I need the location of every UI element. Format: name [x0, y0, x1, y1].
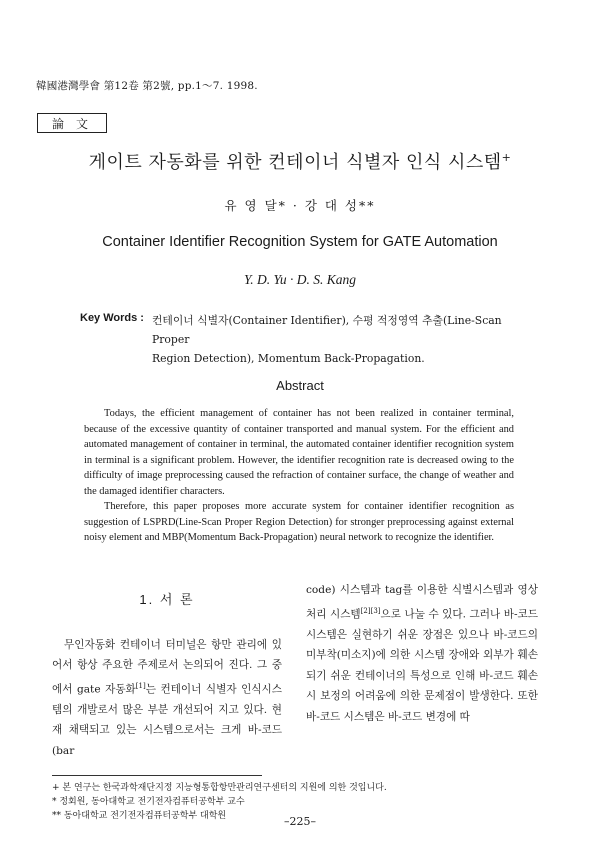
journal-citation: 韓國港灣學會 第12卷 第2號, pp.1～7. 1998. — [36, 80, 258, 92]
abstract-heading: Abstract — [276, 378, 324, 393]
abstract-body — [84, 406, 514, 546]
footnote-author-1: * 정회원, 동아대학교 전기전자컴퓨터공학부 교수 — [52, 797, 245, 807]
keywords-label: Key Words : — [80, 312, 144, 324]
title-footnote-mark: + — [501, 151, 512, 164]
korean-title — [0, 148, 600, 174]
keywords-text — [152, 311, 522, 368]
citation-ref-2-3: [2][3] — [360, 606, 381, 615]
abstract-paragraph-2: Therefore, this paper proposes more accurate system for container identifier recognition as suggestion of LSPRD(Line-Scan Proper Region Detection) for stronger preprocessing against external noisy element and MBP(Momentum Back-Propagation) neural network to recognize the identifier. — [84, 501, 514, 543]
english-title: Container Identifier Recognition System for GATE Automation — [102, 234, 498, 250]
section-heading-introduction: 1. 서 론 — [139, 592, 195, 607]
intro-text-b: 는 컨테이너 식별자 인식시스템의 개발로서 많은 부분 개선되어 지고 있다. 현재 채택되고 있는 시스템으로서는 크게 바-코드(bar — [52, 683, 283, 757]
intro-text-a: 무인자동화 컨테이너 터미널은 항만 관리에 있어서 항상 주요한 주제로서 논의되어 진다. 그 중에서 gate 자동화 — [52, 638, 282, 696]
citation-ref-1: [1] — [135, 681, 146, 690]
intro-continuation — [306, 580, 538, 727]
article-type-badge: 論文 — [37, 113, 107, 133]
abstract-paragraph-1: Todays, the efficient management of container has not been realized in container terminal, because of the excessive quantity of container transported and manual system. For the efficient and automated management of container in terminal, the automated container identifier recognition system in terminal is a significant problem. However, the identifier recognition rate is decreased owing to the difficulty of image preprocessing caused the refraction of container surface, the change of weather and the damaged identifier characters. — [84, 408, 514, 497]
right-text-a: code) 시스템과 tag를 이용한 식별시스템과 영상처리 시스템 — [306, 584, 538, 621]
footnote-divider — [52, 775, 262, 776]
right-text-b: 으로 나눌 수 있다. 그러나 바-코드 시스템은 실현하기 쉬운 장점은 있으나 바-코드의 미부착(미소지)에 의한 시스템 장애와 외부가 훼손되기 쉬운 컨테이너의 특성으로 인해 바-코드 훼손시 보정의 어려움에 의한 문제점이 발생한다. 또한 바-코드 시스템은 바-코드 변경에 따 — [306, 608, 538, 723]
english-authors: Y. D. Yu · D. S. Kang — [244, 272, 356, 287]
korean-title-text: 게이트 자동화를 위한 컨테이너 식별자 인식 시스템 — [88, 152, 502, 173]
intro-paragraph — [52, 635, 282, 762]
keywords-line-2: Region Detection), Momentum Back-Propagation. — [152, 352, 425, 365]
footnote-author-2: ** 동아대학교 전기전자컴퓨터공학부 대학원 — [52, 811, 227, 821]
body-column-left — [52, 580, 282, 761]
footnote-funding: + 본 연구는 한국과학재단지정 지능형통합항만관리연구센터의 지원에 의한 것입니다. — [52, 783, 387, 793]
keywords-line-1: 컨테이너 식별자(Container Identifier), 수평 적정영역 추출(Line-Scan Proper — [152, 314, 502, 346]
korean-authors: 유 영 달* · 강 대 성** — [224, 198, 376, 213]
body-column-right — [306, 580, 538, 727]
page-number: –225– — [284, 815, 316, 828]
